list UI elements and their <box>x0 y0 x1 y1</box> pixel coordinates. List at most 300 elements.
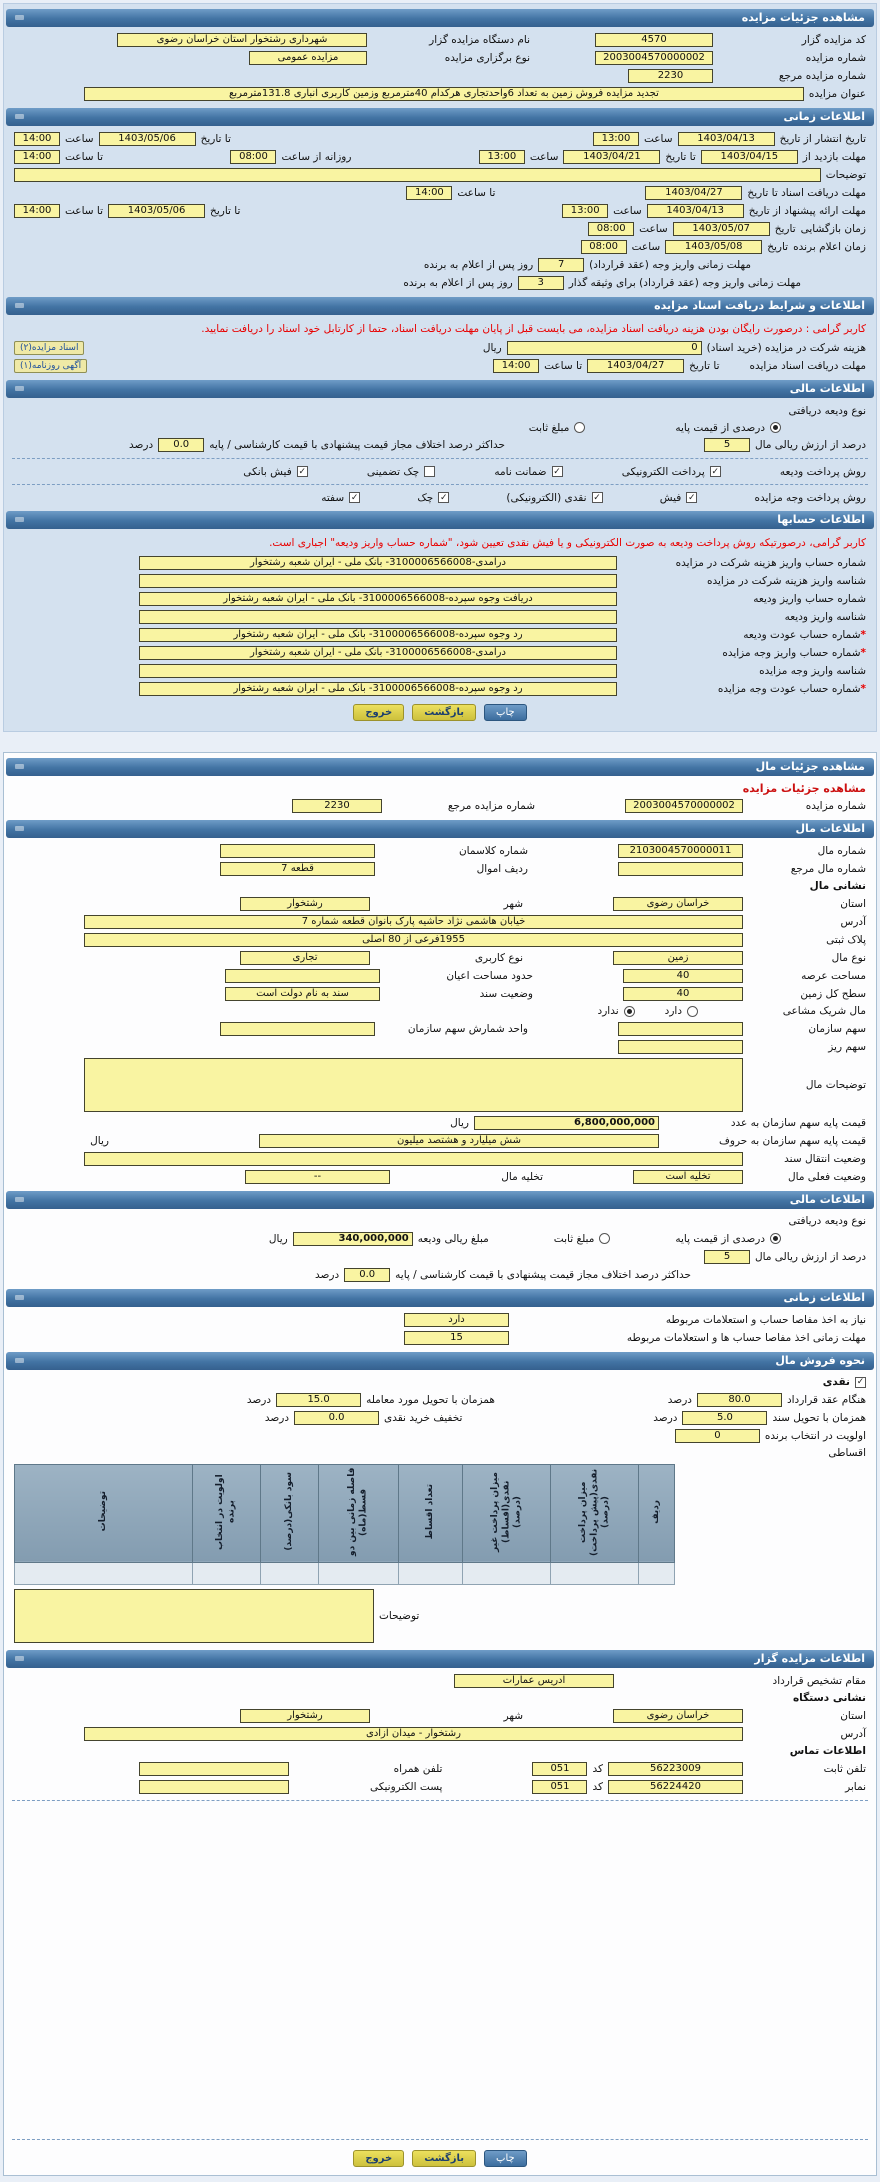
property-type-label: نوع مال <box>831 951 866 964</box>
current-status-label: وضعیت فعلی مال <box>788 1170 866 1183</box>
promissory-label: سفته <box>321 491 345 504</box>
property-details-title: مشاهده جزئیات مال <box>755 759 865 773</box>
province-label: استان <box>840 897 866 910</box>
at-deed-input[interactable]: 5.0 <box>682 1411 767 1425</box>
deed-transfer-label: وضعیت انتقال سند <box>784 1152 866 1165</box>
auction-docs-button[interactable]: اسناد مزایده(۲) <box>14 341 84 355</box>
hour-label: ساعت <box>529 151 559 163</box>
collapse-icon[interactable] <box>15 1197 24 1202</box>
base-price-input[interactable]: 6,800,000,000 <box>474 1116 659 1130</box>
publish-row <box>4 130 876 148</box>
deposit-id-label: شناسه واریز ودیعه <box>784 610 866 623</box>
back-link-row <box>4 780 876 797</box>
installment-table <box>14 1464 675 1585</box>
doc-deadline-hour-input[interactable]: 14:00 <box>406 186 452 200</box>
class-number-input[interactable] <box>220 844 375 858</box>
days-after-winner-label: روز پس از اعلام به برنده <box>403 277 513 289</box>
address-label: آدرس <box>840 915 866 928</box>
deposit-type-label: نوع ودیعه دریافتی <box>788 404 866 417</box>
org-province-input[interactable]: خراسان رضوی <box>613 1709 743 1723</box>
deposit-account-label: شماره حساب واریز ودیعه <box>753 592 866 605</box>
time-info-title: اطلاعات زمانی <box>783 110 865 123</box>
land-area-input[interactable]: 40 <box>623 969 743 983</box>
opening-label: زمان بازگشایی <box>800 223 866 235</box>
time-desc-label: توضیحات <box>825 169 866 181</box>
doc-deadline2-row <box>4 357 876 375</box>
fee-row <box>4 339 876 357</box>
pay-return-input[interactable]: رد وجوه سپرده-3100006566008- بانک ملی - ایران شعبه رشتخوار <box>139 682 617 696</box>
p2-percent-row <box>4 1248 876 1266</box>
hour-label: ساعت <box>639 223 668 235</box>
property-desc-textarea[interactable] <box>84 1058 743 1112</box>
property-address-row <box>4 913 876 931</box>
pay-deadline-label: مهلت زمانی واریز وجه (عقد قرارداد) <box>589 259 751 271</box>
publish-to-date-input[interactable]: 1403/05/06 <box>99 132 196 146</box>
cash-discount-input[interactable]: 0.0 <box>294 1411 379 1425</box>
offer-to-date-input[interactable]: 1403/05/06 <box>108 204 205 218</box>
auction-number-input[interactable]: 2003004570000002 <box>595 51 713 65</box>
auction-type-input[interactable]: مزایده عمومی <box>249 51 367 65</box>
percent-label: درصد <box>653 1411 678 1424</box>
percent-of-base-label: درصدی از قیمت پایه <box>675 421 765 434</box>
p2-percent-of-base-radio[interactable] <box>770 1233 781 1244</box>
winner-hour-input[interactable]: 08:00 <box>581 240 627 254</box>
to-date-label: تا تاریخ <box>665 151 696 163</box>
fee-account-row <box>4 554 876 572</box>
col-winner-priority: اولویت در انتخاب برنده <box>193 1464 261 1562</box>
publish-hour-input[interactable]: 13:00 <box>593 132 639 146</box>
deposit-return-row <box>4 626 876 644</box>
p2-time-title: اطلاعات زمانی <box>783 1290 865 1304</box>
auction-details-header <box>6 9 874 27</box>
to-date-label: تا تاریخ <box>210 205 241 217</box>
property-type-input[interactable]: زمین <box>613 951 743 965</box>
province-input[interactable]: خراسان رضوی <box>613 897 743 911</box>
deposit-return-input[interactable]: رد وجوه سپرده-3100006566008- بانک ملی - ایران شعبه رشتخوار <box>139 628 617 642</box>
p2-percent-of-base-label: درصدی از قیمت پایه <box>675 1232 765 1245</box>
collapse-icon[interactable] <box>15 1358 24 1363</box>
property-address-header: نشانی مال <box>809 880 866 893</box>
org-address-row <box>4 1725 876 1743</box>
org-share-unit-input[interactable] <box>220 1022 375 1036</box>
current-status-row <box>4 1168 876 1186</box>
p2-deposit-type-label: نوع ودیعه دریافتی <box>788 1215 866 1228</box>
authority-row <box>4 1672 876 1690</box>
auction-number-label: شماره مزایده <box>805 52 866 64</box>
doc-deadline-row <box>4 184 876 202</box>
landline-input[interactable]: 56223009 <box>608 1762 743 1776</box>
usage-type-input[interactable]: تجاری <box>240 951 370 965</box>
guarantee-label: ضمانت نامه <box>494 465 547 478</box>
hour-label: ساعت <box>613 205 642 217</box>
opening-hour-input[interactable]: 08:00 <box>588 222 634 236</box>
at-deed-label: همزمان با تحویل سند <box>772 1411 866 1424</box>
cash-checkbox[interactable]: ✓ <box>856 1377 865 1388</box>
pay-id-input[interactable] <box>139 664 617 678</box>
rial-label: ریال <box>90 1134 109 1147</box>
email-label: پست الکترونیکی <box>369 1780 443 1793</box>
visit-hour-input[interactable]: 13:00 <box>479 150 525 164</box>
daily-to-input[interactable]: 14:00 <box>14 150 60 164</box>
org-province-label: استان <box>840 1709 866 1722</box>
panel2-buttons <box>4 2144 876 2171</box>
col-cash-payment: میزان پرداخت نقدی(پیش پرداخت)(درصد) <box>551 1464 639 1562</box>
fee-account-label: شماره حساب واریز هزینه شرکت در مزایده <box>675 556 866 569</box>
base-price-row <box>4 1114 876 1132</box>
pay-id-label: شناسه واریز وجه مزایده <box>759 664 866 677</box>
org-address-label: آدرس <box>840 1727 866 1740</box>
collapse-icon[interactable] <box>15 303 24 308</box>
visit-from-input[interactable]: 1403/04/15 <box>701 150 798 164</box>
winner-priority-input[interactable]: 0 <box>675 1429 760 1443</box>
contact-header-row <box>4 1743 876 1760</box>
deposit-account-input[interactable]: دریافت وجوه سپرده-3100006566008- بانک ملی - ایران شعبه رشتخوار <box>139 592 617 606</box>
col-noncash-payment: میزان پرداخت غیر نقدی(اقساط)(درصد) <box>463 1464 551 1562</box>
time-desc-input[interactable] <box>14 168 821 182</box>
clearance-input[interactable]: دارد <box>404 1313 509 1327</box>
rial-label: ریال <box>482 342 502 355</box>
percent-row <box>4 436 876 454</box>
landline-code-input[interactable]: 051 <box>532 1762 587 1776</box>
at-contract-label: هنگام عقد قرارداد <box>786 1393 866 1406</box>
class-number-label: شماره کلاسمان <box>458 844 528 857</box>
deposit-amount-input[interactable]: 340,000,000 <box>293 1232 413 1246</box>
time-info-header <box>6 108 874 126</box>
doc-conditions-header <box>6 297 874 315</box>
percent-label: درصد <box>314 1268 340 1281</box>
percent-label: درصد <box>129 439 154 452</box>
daily-from-label: روزانه از ساعت <box>281 151 352 163</box>
percent-of-base-radio[interactable] <box>770 422 781 433</box>
base-price-label: قیمت پایه سهم سازمان به عدد <box>730 1116 866 1129</box>
check-label: چک <box>417 491 434 504</box>
newspaper-ad-button[interactable]: آگهی روزنامه(۱) <box>14 359 87 373</box>
bank-receipt-label: فیش بانکی <box>243 465 292 478</box>
to-hour-label: تا ساعت <box>65 205 104 217</box>
auction-title-input[interactable]: تجدید مزایده فروش زمین به تعداد 6واحدتجاری هرکدام 40مترمربع وزمین کاربری انباری 131.8مترمربع <box>84 87 804 101</box>
p2-max-diff-input[interactable]: 0.0 <box>344 1268 390 1282</box>
guarantor-days-input[interactable]: 3 <box>518 276 564 290</box>
required-asterisk: * <box>860 646 866 659</box>
bank-receipt-checkbox[interactable]: ✓ <box>298 466 306 477</box>
deposit-account-row <box>4 590 876 608</box>
deposit-id-input[interactable] <box>139 610 617 624</box>
daily-from-input[interactable]: 08:00 <box>230 150 276 164</box>
address-input[interactable]: خیابان هاشمی نژاد حاشیه پارک بانوان قطعه شماره 7 <box>84 915 743 929</box>
pay-method-label: روش پرداخت وجه مزایده <box>754 491 866 504</box>
required-asterisk: * <box>860 628 866 641</box>
publish-label: تاریخ انتشار از تاریخ <box>779 133 866 145</box>
p2-auction-number-label: شماره مزایده <box>805 799 866 812</box>
exit-button-2[interactable]: خروج <box>353 2150 404 2167</box>
percent-of-value-label: درصد از ارزش ریالی مال <box>755 439 866 452</box>
opening-date-input[interactable]: 1403/05/07 <box>673 222 770 236</box>
auctioneer-code-input[interactable]: 4570 <box>595 33 713 47</box>
installment-label: اقساطی <box>828 1447 866 1460</box>
check-checkbox[interactable]: ✓ <box>439 492 448 503</box>
deed-status-input[interactable]: سند به نام دولت است <box>225 987 380 1001</box>
email-input[interactable] <box>139 1780 289 1794</box>
deed-status-label: وضعیت سند <box>479 987 533 1000</box>
fee-input[interactable]: 0 <box>507 341 702 355</box>
total-land-input[interactable]: 40 <box>623 987 743 1001</box>
collapse-icon[interactable] <box>15 517 24 522</box>
at-contract-input[interactable]: 80.0 <box>697 1393 782 1407</box>
deposit-method-row <box>4 463 876 480</box>
current-status-input[interactable]: تخلیه است <box>633 1170 743 1184</box>
installment-empty-row <box>15 1562 675 1584</box>
property-number-input[interactable]: 2103004570000011 <box>618 844 743 858</box>
priority-row <box>4 1427 876 1445</box>
plate-row <box>4 931 876 949</box>
clearance-deadline-input[interactable]: 15 <box>404 1331 509 1345</box>
max-diff-label: حداکثر درصد اختلاف مجاز قیمت پیشنهادی با قیمت کارشناسی / پایه <box>209 439 506 452</box>
org-city-input[interactable]: رشتخوار <box>240 1709 370 1723</box>
p2-auction-number-input[interactable]: 2003004570000002 <box>625 799 743 813</box>
winner-date-input[interactable]: 1403/05/08 <box>665 240 762 254</box>
auctioneer-info-title: اطلاعات مزایده گزار <box>754 1651 865 1665</box>
pay-method-row <box>4 489 876 506</box>
deposit-amount-label: مبلغ ریالی ودیعه <box>417 1232 489 1245</box>
fee-account-input[interactable]: درآمدی-3100006566008- بانک ملی - ایران شعبه رشتخوار <box>139 556 617 570</box>
collapse-icon[interactable] <box>15 15 24 20</box>
doc-deadline-date-input[interactable]: 1403/04/27 <box>645 186 742 200</box>
org-share-input[interactable] <box>618 1022 743 1036</box>
visit-row <box>4 148 876 166</box>
p2-fixed-amount-label: مبلغ ثابت <box>553 1232 595 1245</box>
divider <box>12 1800 868 1801</box>
city-label: شهر <box>503 897 523 910</box>
fee-label: هزینه شرکت در مزایده (خرید اسناد) <box>706 342 866 355</box>
collapse-icon[interactable] <box>15 764 24 769</box>
mobile-label: تلفن همراه <box>393 1762 443 1775</box>
contract-percent-row <box>4 1391 876 1409</box>
plate-label: پلاک ثبتی <box>826 933 866 946</box>
deed-transfer-input[interactable] <box>84 1152 743 1166</box>
area-row <box>4 967 876 985</box>
auction-title-label: عنوان مزایده <box>808 88 866 100</box>
city-input[interactable]: رشتخوار <box>240 897 370 911</box>
clearance-label: نیاز به اخذ مفاصا حساب و استعلامات مربوطه <box>665 1313 866 1326</box>
date-label: تاریخ <box>774 223 796 235</box>
exit-button[interactable]: خروج <box>353 704 404 721</box>
ref-property-label: شماره مال مرجع <box>790 862 866 875</box>
collapse-icon[interactable] <box>15 1656 24 1661</box>
property-info-header <box>6 820 874 838</box>
deposit-id-row <box>4 608 876 626</box>
offer-date-input[interactable]: 1403/04/13 <box>647 204 744 218</box>
collapse-icon[interactable] <box>15 826 24 831</box>
to-date-label: تا تاریخ <box>200 133 231 145</box>
property-row-label: ردیف اموال <box>476 862 528 875</box>
building-area-label: حدود مساحت اعیان <box>446 969 533 982</box>
to-hour-label: تا ساعت <box>457 187 496 199</box>
org-province-row <box>4 1707 876 1725</box>
promissory-checkbox[interactable]: ✓ <box>350 492 359 503</box>
shared-property-label: مال شریک مشاعی <box>782 1005 866 1018</box>
auction-number-row <box>4 49 876 67</box>
fee-id-label: شناسه واریز هزینه شرکت در مزایده <box>706 574 866 587</box>
sub-share-label: سهم ریز <box>828 1040 866 1053</box>
auctioneer-row <box>4 31 876 49</box>
ref-property-input[interactable] <box>618 862 743 876</box>
electronic-payment-checkbox[interactable]: ✓ <box>711 466 720 477</box>
collapse-icon[interactable] <box>15 114 24 119</box>
property-details-panel <box>3 752 877 2176</box>
max-diff-input[interactable]: 0.0 <box>158 438 204 452</box>
rial-label: ریال <box>268 1232 288 1245</box>
total-land-label: سطح کل زمین <box>800 987 866 1000</box>
property-row-input[interactable]: قطعه 7 <box>220 862 375 876</box>
guarantor-label: مهلت زمانی واریز وجه (عقد قرارداد) برای وثیقه گذار <box>568 277 801 289</box>
pay-return-row <box>4 680 876 698</box>
p2-max-diff-row <box>4 1266 876 1284</box>
back-button[interactable]: بازگشت <box>412 704 476 721</box>
divider <box>12 484 868 485</box>
contract-authority-input[interactable]: ادریس عمارات <box>454 1674 614 1688</box>
winner-row <box>4 238 876 256</box>
percent-of-value-input[interactable]: 5 <box>704 438 750 452</box>
code-label: کد <box>592 1780 603 1793</box>
landline-label: تلفن ثابت <box>823 1762 866 1775</box>
winner-label: زمان اعلام برنده <box>793 241 866 253</box>
cash-discount-label: تخفیف خرید نقدی <box>384 1411 463 1424</box>
publish-to-hour-input[interactable]: 14:00 <box>14 132 60 146</box>
usage-type-label: نوع کاربری <box>474 951 523 964</box>
p2-fixed-amount-radio[interactable] <box>599 1233 610 1244</box>
col-row: ردیف <box>639 1464 675 1562</box>
accounts-info-title: اطلاعات حسابها <box>777 513 865 527</box>
total-land-row <box>4 985 876 1003</box>
sub-share-row <box>4 1038 876 1056</box>
doc-deadline2-label: مهلت دریافت اسناد مزایده <box>749 360 866 373</box>
rial-label: ریال <box>450 1116 469 1129</box>
p2-percent-of-value-input[interactable]: 5 <box>704 1250 750 1264</box>
evacuation-label: تخلیه مال <box>501 1170 543 1183</box>
org-share-row <box>4 1020 876 1038</box>
to-hour-label: تا ساعت <box>65 151 104 163</box>
col-bank-interest: سود بانکی(درصد) <box>261 1464 319 1562</box>
property-details-header <box>6 758 874 776</box>
deed-transfer-row <box>4 1150 876 1168</box>
clearance-deadline-label: مهلت زمانی اخذ مفاصا حساب ها و استعلامات مربوطه <box>626 1331 866 1344</box>
auctioneer-name-input[interactable]: شهرداری رشتخوار استان خراسان رضوی <box>117 33 367 47</box>
has-radio[interactable] <box>687 1006 698 1017</box>
pay-account-input[interactable]: درآمدی-3100006566008- بانک ملی - ایران شعبه رشتخوار <box>139 646 617 660</box>
org-address-header-row <box>4 1690 876 1707</box>
fax-code-input[interactable]: 051 <box>532 1780 587 1794</box>
guarantor-deadline-row <box>4 274 876 292</box>
collapse-icon[interactable] <box>15 386 24 391</box>
sale-method-header <box>6 1352 874 1370</box>
to-date-label: تا تاریخ <box>689 360 720 373</box>
sub-share-input[interactable] <box>618 1040 743 1054</box>
at-delivery-input[interactable]: 15.0 <box>276 1393 361 1407</box>
hour-label: ساعت <box>631 241 661 253</box>
guarantee-checkbox[interactable]: ✓ <box>553 466 561 477</box>
percent-label: درصد <box>246 1393 272 1406</box>
doc-warning-text: کاربر گرامی : درصورت رایگان بودن هزینه دریافت اسناد مزایده، می بایست قبل از پایان مهلت دریافت اسناد، حتما از کارتابل خود اسناد را دریافت نمایید. <box>201 323 866 335</box>
offer-hour-input[interactable]: 13:00 <box>562 204 608 218</box>
divider <box>12 458 868 459</box>
deposit-type-row <box>4 402 876 419</box>
doc-deadline2-date-input[interactable]: 1403/04/27 <box>587 359 684 373</box>
receipt-checkbox[interactable]: ✓ <box>688 492 696 503</box>
print-button[interactable]: چاپ <box>484 704 527 721</box>
evacuation-input[interactable]: -- <box>245 1170 390 1184</box>
has-not-radio[interactable] <box>624 1006 635 1017</box>
ref-property-row <box>4 860 876 878</box>
percent-label: درصد <box>667 1393 692 1406</box>
deposit-type-radio-row <box>4 419 876 436</box>
collapse-icon[interactable] <box>15 1295 24 1300</box>
certified-check-checkbox[interactable] <box>424 466 435 477</box>
landline-row <box>4 1760 876 1778</box>
visit-to-input[interactable]: 1403/04/21 <box>563 150 660 164</box>
p2-ref-number-input[interactable]: 2230 <box>292 799 382 813</box>
auctioneer-name-label: نام دستگاه مزایده گزار <box>429 34 530 46</box>
cash-electronic-checkbox[interactable]: ✓ <box>593 492 601 503</box>
ref-number-input[interactable]: 2230 <box>628 69 713 83</box>
contract-authority-label: مقام تشخیص قرارداد <box>772 1674 866 1687</box>
divider <box>12 2139 868 2140</box>
fixed-amount-radio[interactable] <box>574 422 585 433</box>
building-area-input[interactable] <box>225 969 380 983</box>
doc-deadline2-hour-input[interactable]: 14:00 <box>493 359 539 373</box>
doc-deadline-label: مهلت دریافت اسناد تا تاریخ <box>747 187 866 199</box>
pay-return-label: *شماره حساب عودت وجه مزایده <box>717 682 866 695</box>
p2-financial-title: اطلاعات مالی <box>789 1192 865 1206</box>
base-price-words-input[interactable]: شش میلیارد و هشتصد میلیون <box>259 1134 659 1148</box>
p2-deposit-type-row <box>4 1213 876 1230</box>
days-after-winner-label: روز پس از اعلام به برنده <box>423 259 534 271</box>
accounts-warning-text: کاربر گرامی، درصورتیکه روش پرداخت ودیعه به صورت الکترونیکی و یا فیش نقدی تعیین شود، "شماره حساب واریز ودیعه" اجباری است. <box>269 537 866 550</box>
offer-row <box>4 202 876 220</box>
back-button-2[interactable]: بازگشت <box>412 2150 476 2167</box>
plate-input[interactable]: 1955فرعی از 80 اصلی <box>84 933 743 947</box>
publish-date-input[interactable]: 1403/04/13 <box>678 132 775 146</box>
electronic-payment-label: پرداخت الکترونیکی <box>621 465 705 478</box>
property-info-title: اطلاعات مال <box>795 821 865 835</box>
fax-input[interactable]: 56224420 <box>608 1780 743 1794</box>
print-button-2[interactable]: چاپ <box>484 2150 527 2167</box>
property-number-row <box>4 842 876 860</box>
property-address-header-row <box>4 878 876 895</box>
receipt-label: فیش <box>659 491 682 504</box>
pay-days-input[interactable]: 7 <box>538 258 584 272</box>
required-asterisk: * <box>860 682 866 695</box>
auction-details-panel <box>3 3 877 732</box>
view-auction-details-link[interactable]: مشاهده جزئیات مزایده <box>742 781 866 795</box>
shared-property-row <box>4 1003 876 1020</box>
empty-area <box>4 1805 876 2135</box>
org-address-input[interactable]: رشتخوار - میدان آزادی <box>84 1727 743 1741</box>
at-delivery-label: همزمان با تحویل مورد معامله <box>366 1393 495 1406</box>
pay-id-row <box>4 662 876 680</box>
mobile-input[interactable] <box>139 1762 289 1776</box>
clearance-row <box>4 1311 876 1329</box>
offer-to-hour-input[interactable]: 14:00 <box>14 204 60 218</box>
base-price-words-row <box>4 1132 876 1150</box>
org-share-label: سهم سازمان <box>808 1022 866 1035</box>
financial-info-title: اطلاعات مالی <box>789 382 865 396</box>
property-desc-label: توضیحات مال <box>805 1078 866 1091</box>
pay-account-row <box>4 644 876 662</box>
sale-desc-textarea[interactable] <box>14 1589 374 1643</box>
fax-label: نمابر <box>845 1780 866 1793</box>
auction-details-title: مشاهده جزئیات مزایده <box>741 11 865 24</box>
fee-id-input[interactable] <box>139 574 617 588</box>
